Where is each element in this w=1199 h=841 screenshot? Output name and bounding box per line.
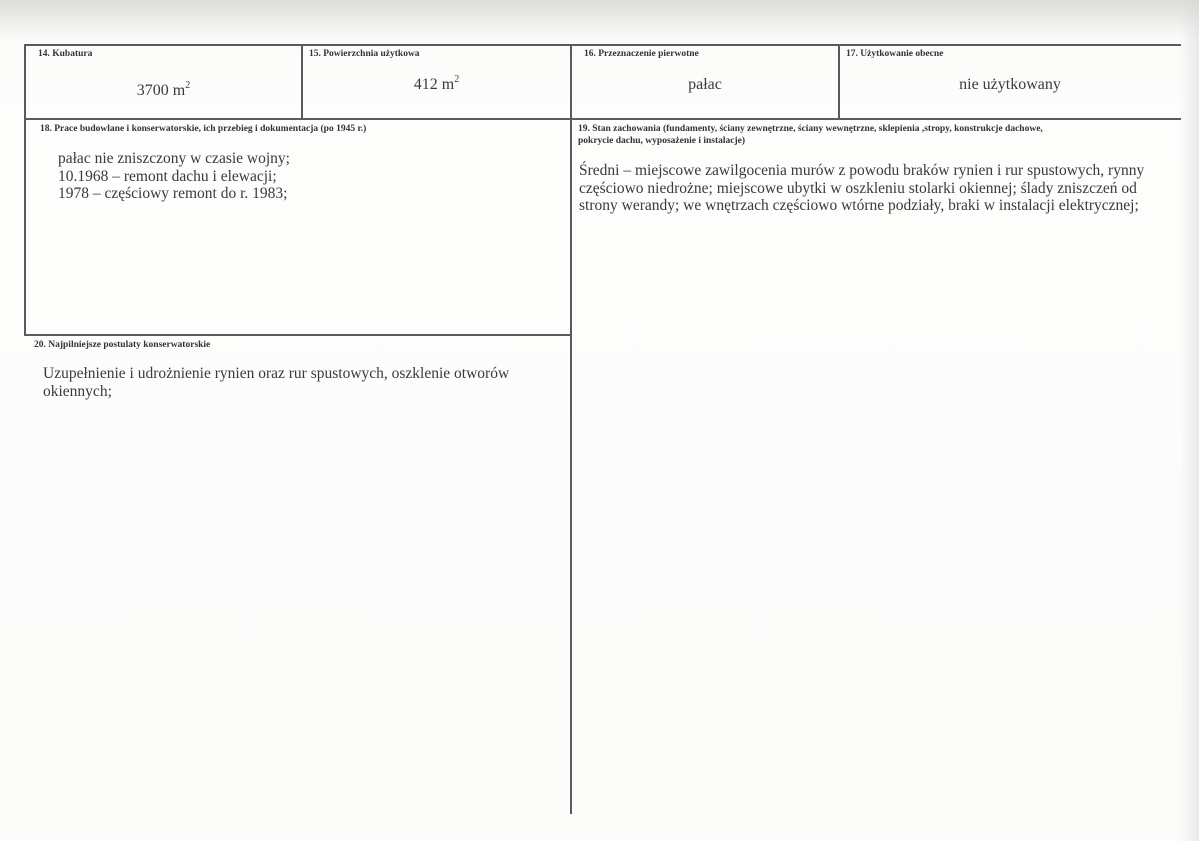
field-19-label-line: pokrycie dachu, wyposażenie i instalacje) bbox=[578, 136, 746, 146]
field-20-label: 20. Najpilniejsze postulaty konserwatorskie bbox=[34, 340, 211, 350]
field-17-value: nie użytkowany bbox=[959, 76, 1061, 93]
field-19-line: strony werandy; we wnętrzach częściowo wtórne podziały, braki w instalacji elektrycznej; bbox=[579, 197, 1139, 214]
field-20-line: Uzupełnienie i udrożnienie rynien oraz rur spustowych, oszklenie otworów bbox=[43, 365, 510, 382]
field-18-line: pałac nie zniszczony w czasie wojny; bbox=[58, 150, 290, 167]
field-17-label: 17. Użytkowanie obecne bbox=[846, 49, 944, 59]
field-19-label-line: 19. Stan zachowania (fundamenty, ściany zewnętrzne, ściany wewnętrzne, sklepienia ,stropy, konstrukcje dachowe, bbox=[578, 124, 1043, 134]
field-16-label: 16. Przeznaczenie pierwotne bbox=[584, 49, 699, 59]
field-20-text bbox=[43, 365, 509, 400]
field-15-value bbox=[303, 73, 570, 94]
field-18-line: 10.1968 – remont dachu i elewacji; bbox=[58, 167, 277, 185]
field-18-text bbox=[58, 150, 290, 203]
field-15-label: 15. Powierzchnia użytkowa bbox=[309, 49, 420, 59]
field-14-unit-sup: 2 bbox=[185, 79, 191, 91]
field-18-label: 18. Prace budowlane i konserwatorskie, ich przebieg i dokumentacja (po 1945 r.) bbox=[40, 124, 367, 134]
center-divider bbox=[570, 44, 572, 814]
scan-right-edge bbox=[1179, 0, 1199, 841]
field-19-label bbox=[578, 123, 1043, 147]
field-18-line: 1978 – częściowy remont do r. 1983; bbox=[58, 185, 288, 202]
field-15-value-text: 412 m bbox=[413, 76, 455, 93]
field-14-value bbox=[26, 79, 301, 100]
field-20-line: okiennych; bbox=[43, 382, 112, 400]
field-16-value: pałac bbox=[688, 76, 722, 93]
top-border bbox=[24, 44, 1181, 46]
field-15-unit-sup: 2 bbox=[454, 73, 460, 85]
field-14-label: 14. Kubatura bbox=[38, 49, 93, 59]
field-19-line: Średni – miejscowe zawilgocenia murów z powodu braków rynien i rur spustowych, rynny bbox=[579, 162, 1145, 179]
field-19-line: częściowo niedrożne; miejscowe ubytki w oszkleniu stolarki okiennej; ślady zniszczeń od bbox=[579, 179, 1137, 197]
field-19-text bbox=[579, 162, 1144, 215]
scan-top-shadow bbox=[0, 0, 1199, 40]
section18-bottom-border bbox=[24, 334, 572, 336]
row1-bottom-border bbox=[24, 118, 1181, 120]
field-14-value-text: 3700 m bbox=[136, 82, 186, 99]
